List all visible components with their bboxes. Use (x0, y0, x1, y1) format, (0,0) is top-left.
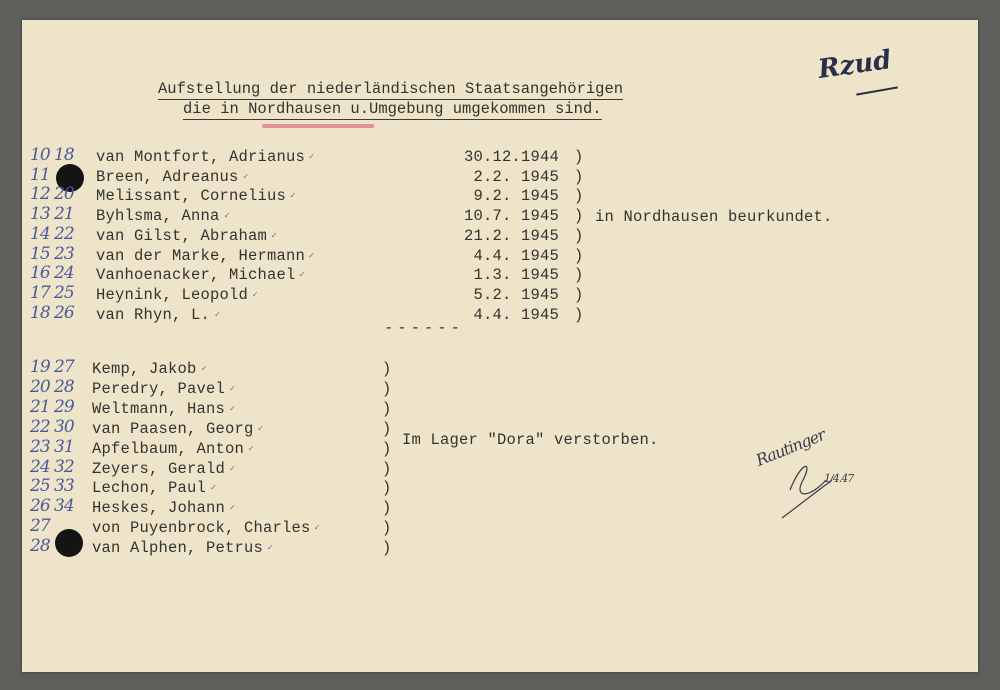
check-tick: ✓ (267, 543, 273, 554)
check-tick: ✓ (243, 171, 249, 182)
person-name: Zeyers, Gerald (92, 459, 226, 478)
group2-note: Im Lager "Dora" verstorben. (402, 431, 659, 449)
row-number: 19 27 (30, 357, 74, 377)
corner-handwritten-note: Rzud (816, 45, 894, 85)
person-name: Heynink, Leopold (96, 285, 249, 304)
person-name: Lechon, Paul (92, 479, 207, 498)
bracket-paren: ) (382, 439, 392, 458)
check-tick: ✓ (252, 289, 258, 300)
check-tick: ✓ (229, 383, 236, 394)
title-line-2: die in Nordhausen u.Umgebung umgekommen sind. (183, 100, 602, 118)
bracket-paren: ) (574, 285, 584, 304)
row-number: 15 23 (30, 243, 74, 264)
check-tick: ✓ (224, 211, 230, 222)
death-date: 1.3. 1945 (473, 266, 559, 285)
row-number: 18 26 (30, 302, 74, 323)
check-tick: ✓ (299, 270, 305, 281)
row-number: 16 24 (30, 263, 74, 284)
person-name: van Gilst, Abraham (96, 226, 268, 245)
person-name: van Paasen, Georg (92, 419, 254, 438)
check-tick: ✓ (314, 523, 320, 534)
punch-hole-bottom (55, 529, 83, 557)
death-date: 2.2. 1945 (473, 167, 559, 186)
bracket-paren: ) (382, 479, 392, 498)
bracket-paren: ) (574, 266, 584, 285)
check-tick: ✓ (308, 250, 315, 261)
person-name: Heskes, Johann (92, 499, 226, 518)
check-tick: ✓ (308, 152, 315, 162)
bracket-paren: ) (382, 360, 392, 378)
row-number: 12 20 (30, 184, 74, 205)
row-number: 14 22 (30, 223, 74, 244)
death-date: 9.2. 1945 (473, 187, 559, 206)
bracket-paren: ) (382, 459, 392, 478)
person-name: van der Marke, Hermann (96, 246, 306, 265)
row-number: 24 32 (30, 456, 74, 477)
signature-flourish (742, 420, 882, 520)
check-tick: ✓ (271, 230, 277, 241)
person-name: Peredry, Pavel (92, 379, 226, 398)
person-name: Melissant, Cornelius (96, 187, 287, 206)
check-tick: ✓ (229, 463, 236, 474)
signature-date: 1/4.47 (824, 472, 854, 485)
check-tick: ✓ (214, 309, 221, 320)
death-date: 10.7. 1945 (463, 207, 559, 226)
row-number: 17 25 (30, 282, 74, 303)
person-name: van Rhyn, L. (96, 305, 211, 324)
check-tick: ✓ (201, 364, 207, 374)
bracket-paren: ) (574, 207, 584, 226)
person-name: Apfelbaum, Anton (92, 439, 245, 458)
person-name: van Montfort, Adrianus (96, 148, 306, 166)
person-name: Kemp, Jakob (92, 360, 197, 378)
row-number: 13 21 (30, 204, 74, 225)
row-number: 22 30 (30, 416, 74, 437)
bracket-paren: ) (574, 226, 584, 245)
bracket-paren: ) (574, 187, 584, 206)
bracket-paren: ) (382, 499, 392, 518)
row-number: 27 (30, 516, 50, 537)
bracket-paren: ) (382, 539, 392, 558)
bracket-paren: ) (382, 399, 392, 418)
bracket-paren: ) (382, 419, 392, 438)
dash-separator: ------ (384, 319, 464, 337)
death-date: 5.2. 1945 (473, 285, 559, 304)
person-name: Breen, Adreanus (96, 167, 239, 186)
signature-name: Rautinger (753, 425, 828, 470)
death-date: 21.2. 1945 (463, 226, 559, 245)
red-pencil-mark (262, 124, 374, 128)
person-name: Byhlsma, Anna (96, 207, 220, 226)
row-number: 21 29 (30, 396, 74, 417)
document-card (22, 20, 978, 672)
row-number: 23 31 (30, 436, 74, 457)
bracket-paren: ) (382, 379, 392, 398)
row-number: 25 33 (30, 476, 74, 497)
row-number: 10 18 (30, 145, 74, 165)
row-number: 20 28 (30, 376, 74, 397)
bracket-paren: ) (574, 305, 584, 324)
bracket-paren: ) (574, 246, 584, 265)
check-tick: ✓ (210, 483, 217, 494)
title-line-1: Aufstellung der niederländischen Staatsangehörigen (158, 80, 624, 98)
group1-note: in Nordhausen beurkundet. (595, 208, 833, 226)
person-name: von Puyenbrock, Charles (92, 519, 311, 538)
row-number: 11 (30, 164, 50, 185)
check-tick: ✓ (290, 191, 296, 202)
person-name: Weltmann, Hans (92, 399, 226, 418)
row-number: 26 34 (30, 496, 74, 517)
bracket-paren: ) (574, 148, 584, 166)
death-date: 30.12.1944 (463, 148, 559, 166)
person-name: van Alphen, Petrus (92, 539, 264, 558)
death-date: 4.4. 1945 (473, 246, 559, 265)
signature (742, 420, 882, 520)
bracket-paren: ) (382, 519, 392, 538)
check-tick: ✓ (229, 403, 236, 414)
check-tick: ✓ (257, 423, 264, 434)
person-name: Vanhoenacker, Michael (96, 266, 296, 285)
corner-note-underline (856, 86, 898, 95)
bracket-paren: ) (574, 167, 584, 186)
death-date: 4.4. 1945 (473, 305, 559, 324)
row-number: 28 (30, 536, 50, 557)
check-tick: ✓ (248, 443, 254, 454)
check-tick: ✓ (229, 503, 236, 514)
